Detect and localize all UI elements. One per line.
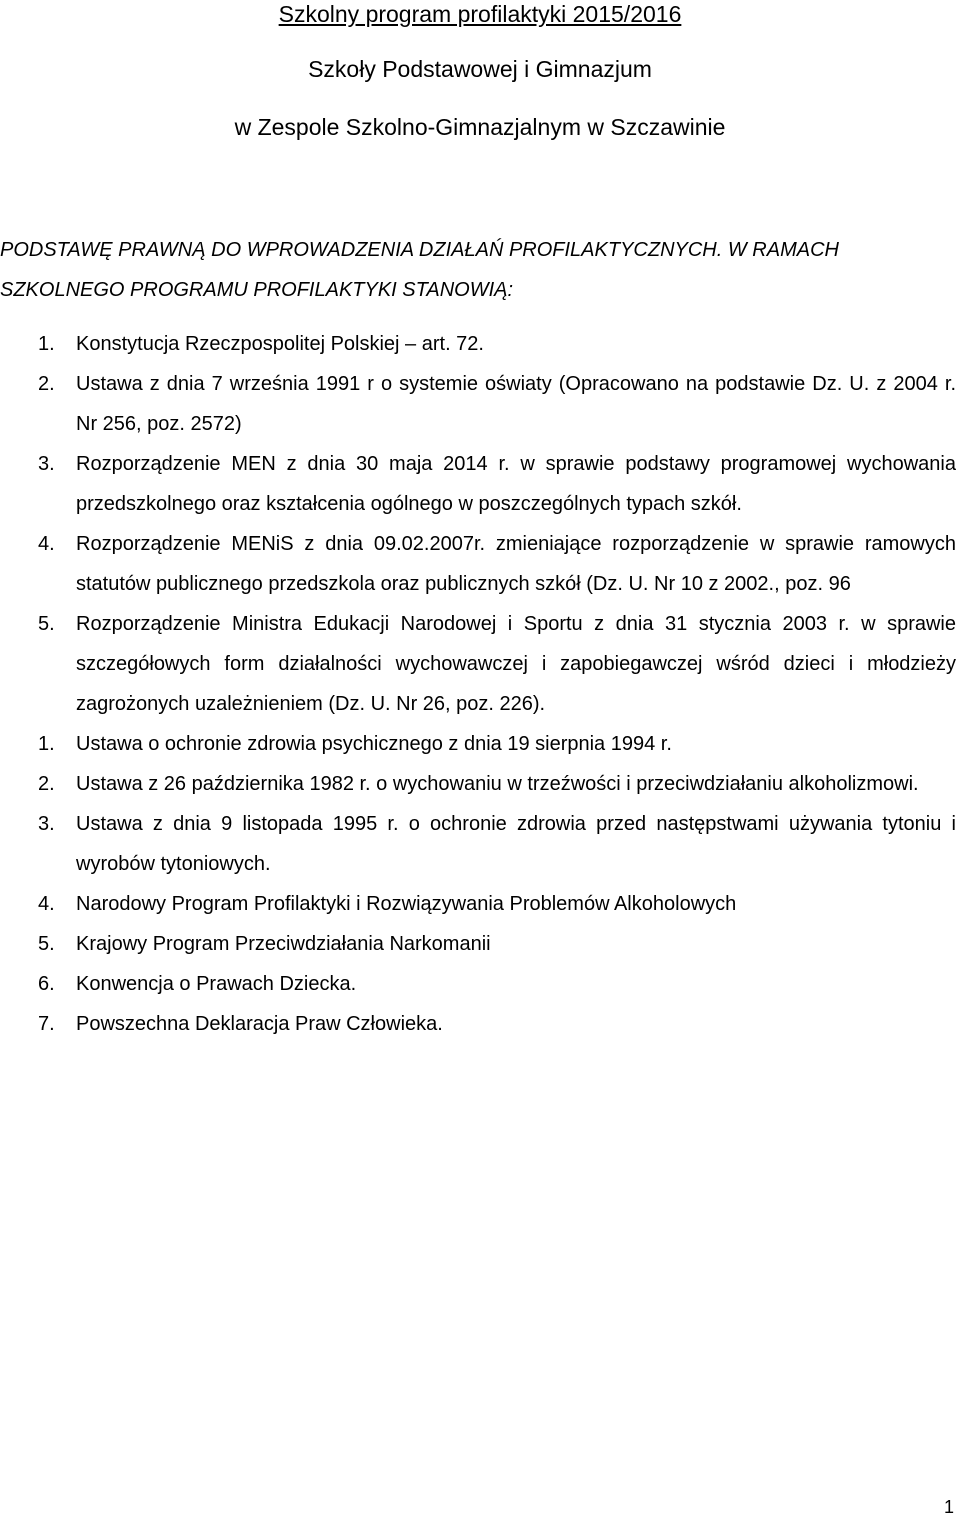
list-item <box>0 964 956 1004</box>
document-title: Szkolny program profilaktyki 2015/2016 <box>278 1 682 27</box>
list-item-number: 6. <box>38 973 55 995</box>
list-item <box>0 524 956 604</box>
list-item-number: 1. <box>38 333 55 355</box>
list-item-text: Konwencja o Prawach Dziecka. <box>76 973 357 995</box>
list-item-number: 2. <box>38 373 55 395</box>
document-subtitle-location: w Zespole Szkolno-Gimnazjalnym w Szczawinie <box>234 114 726 140</box>
list-item <box>0 1004 956 1044</box>
list-item <box>0 884 956 924</box>
list-item <box>0 604 956 724</box>
list-item-text: Rozporządzenie Ministra Edukacji Narodowej i Sportu z dnia 31 stycznia 2003 r. w sprawie szczegółowych form działalności wychowawczej i zapobiegawczej wśród dzieci i młodzieży zagrożonych uzależnieniem (Dz. U. Nr 26, poz. 226). <box>76 613 956 715</box>
page-number: 1 <box>943 1497 954 1517</box>
list-item-number: 2. <box>38 773 55 795</box>
legal-basis-list <box>0 324 956 1044</box>
list-item-text: Rozporządzenie MENiS z dnia 09.02.2007r. zmieniające rozporządzenie w sprawie ramowych statutów publicznego przedszkola oraz publicznych szkół (Dz. U. Nr 10 z 2002., poz. 96 <box>76 533 956 595</box>
list-item-text: Ustawa o ochronie zdrowia psychicznego z dnia 19 sierpnia 1994 r. <box>76 733 672 755</box>
list-item-text: Powszechna Deklaracja Praw Człowieka. <box>76 1013 443 1035</box>
list-item-number: 5. <box>38 613 55 635</box>
list-item <box>0 364 956 444</box>
list-item <box>0 804 956 884</box>
list-item-text: Ustawa z dnia 7 września 1991 r o systemie oświaty (Opracowano na podstawie Dz. U. z 2004 r. Nr 256, poz. 2572) <box>76 373 956 435</box>
list-item-text: Ustawa z 26 października 1982 r. o wychowaniu w trzeźwości i przeciwdziałaniu alkoholizmowi. <box>76 773 919 795</box>
list-item <box>0 764 956 804</box>
list-item <box>0 924 956 964</box>
list-item-number: 1. <box>38 733 55 755</box>
document-subtitle-school: Szkoły Podstawowej i Gimnazjum <box>308 56 652 82</box>
list-item <box>0 724 956 764</box>
list-item-text: Konstytucja Rzeczpospolitej Polskiej – art. 72. <box>76 333 484 355</box>
list-item-text: Rozporządzenie MEN z dnia 30 maja 2014 r. w sprawie podstawy programowej wychowania przedszkolnego oraz kształcenia ogólnego w poszczególnych typach szkół. <box>76 453 956 515</box>
list-item-number: 4. <box>38 893 55 915</box>
list-item-number: 4. <box>38 533 55 555</box>
list-item-text: Krajowy Program Przeciwdziałania Narkomanii <box>76 933 491 955</box>
list-item-number: 7. <box>38 1013 55 1035</box>
list-item-text: Ustawa z dnia 9 listopada 1995 r. o ochronie zdrowia przed następstwami używania tytoniu i wyrobów tytoniowych. <box>76 813 956 875</box>
list-item-number: 3. <box>38 813 55 835</box>
list-item <box>0 324 956 364</box>
list-item-text: Narodowy Program Profilaktyki i Rozwiązywania Problemów Alkoholowych <box>76 893 737 915</box>
list-item-number: 5. <box>38 933 55 955</box>
list-item <box>0 444 956 524</box>
list-item-number: 3. <box>38 453 55 475</box>
legal-basis-heading: PODSTAWĘ PRAWNĄ DO WPROWADZENIA DZIAŁAŃ PROFILAKTYCZNYCH. W RAMACH SZKOLNEGO PROGRAMU PROFILAKTYKI STANOWIĄ: <box>0 239 839 301</box>
